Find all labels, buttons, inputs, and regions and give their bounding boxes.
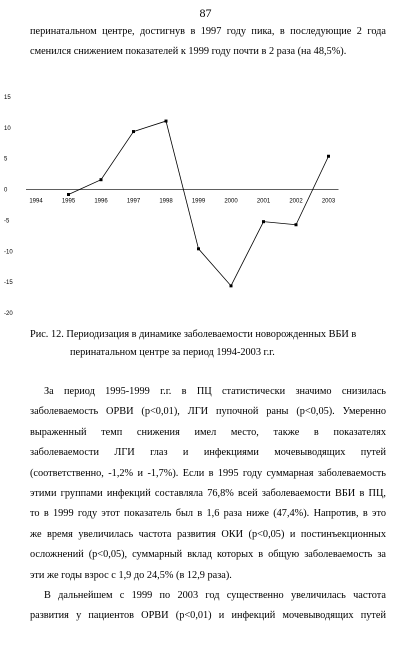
y-tick-label: -5 <box>4 218 10 225</box>
x-tick-label: 2002 <box>289 198 303 205</box>
data-point <box>262 220 265 223</box>
text-line: развития у пациентов ОРВИ (р<0,01) и инфекций мочевыводящих путей <box>30 610 386 622</box>
text-line: (соответственно, -1,2% и -1,7%). Если в 1995 году суммарная заболеваемость <box>30 467 386 479</box>
y-tick-label: -10 <box>4 249 13 256</box>
x-tick-label: 2000 <box>224 198 238 205</box>
x-tick-label: 1995 <box>61 198 76 205</box>
data-point <box>67 193 70 196</box>
data-point <box>327 155 330 158</box>
text-line: За период 1995-1999 г.г. в ПЦ статистически значимо снизилась <box>44 386 386 397</box>
y-tick-label: 5 <box>4 156 8 163</box>
text-line: перинатальном центре, достигнув в 1997 году пика, в последующие 2 года <box>30 26 386 37</box>
data-point <box>230 284 233 287</box>
figure-caption <box>30 326 386 362</box>
caption-line: Рис. 12. Периодизация в динамике заболеваемости новорожденных ВБИ в <box>30 329 357 340</box>
text-line: заболеваемости ЛГИ глаз и инфекциями мочевыводящих путей <box>30 447 386 459</box>
data-point <box>197 247 200 250</box>
text-line: выраженный темп снижения имел место, также в показателях <box>30 426 386 438</box>
text-line: же время увеличилась частота развития ОКИ (р<0,05) и постинъекционных <box>30 528 386 540</box>
y-tick-label: 10 <box>4 125 11 132</box>
data-point <box>132 130 135 133</box>
text-line: В дальнейшем с 1999 по 2003 год существенно увеличилась частота <box>44 590 386 601</box>
x-tick-label: 2003 <box>321 198 336 205</box>
text-line: сменился снижением показателей к 1999 году почти в 2 раза (на 48,5%). <box>30 46 347 58</box>
line-chart <box>0 0 411 320</box>
data-point <box>165 120 168 123</box>
text-line: осложнений (р<0,05), суммарный вклад которых в общую заболеваемость за <box>30 549 386 561</box>
y-tick-label: 0 <box>4 187 8 194</box>
text-line: эти же годы взрос с 1,9 до 24,5% (в 12,9 раза). <box>30 569 232 581</box>
data-point <box>295 223 298 226</box>
x-tick-label: 1997 <box>126 198 141 205</box>
data-point <box>100 178 103 181</box>
text-line: то в 1999 году этот показатель был в 1,6 раза ниже (47,4%). Напротив, в это <box>30 508 386 520</box>
x-tick-label: 1996 <box>94 198 108 205</box>
body-paragraph-2 <box>30 586 386 627</box>
y-tick-label: -15 <box>4 280 13 287</box>
text-line: заболеваемость ОРВИ (р<0,01), ЛГИ пупочной раны (р<0,05). Умеренно <box>30 406 386 418</box>
y-tick-label: 15 <box>4 95 11 101</box>
x-tick-label: 1994 <box>29 198 43 205</box>
text-line: этими группами инфекций составляла 76,8% всей заболеваемости ВБИ в ПЦ, <box>30 488 386 500</box>
page-number: 87 <box>199 6 212 20</box>
x-tick-label: 1998 <box>159 198 173 205</box>
x-tick-label: 2001 <box>256 198 271 205</box>
caption-line: перинатальном центре за период 1994-2003 г.г. <box>70 347 275 358</box>
y-tick-label: -20 <box>4 311 13 317</box>
x-tick-label: 1999 <box>191 198 206 205</box>
body-paragraph <box>30 382 386 586</box>
